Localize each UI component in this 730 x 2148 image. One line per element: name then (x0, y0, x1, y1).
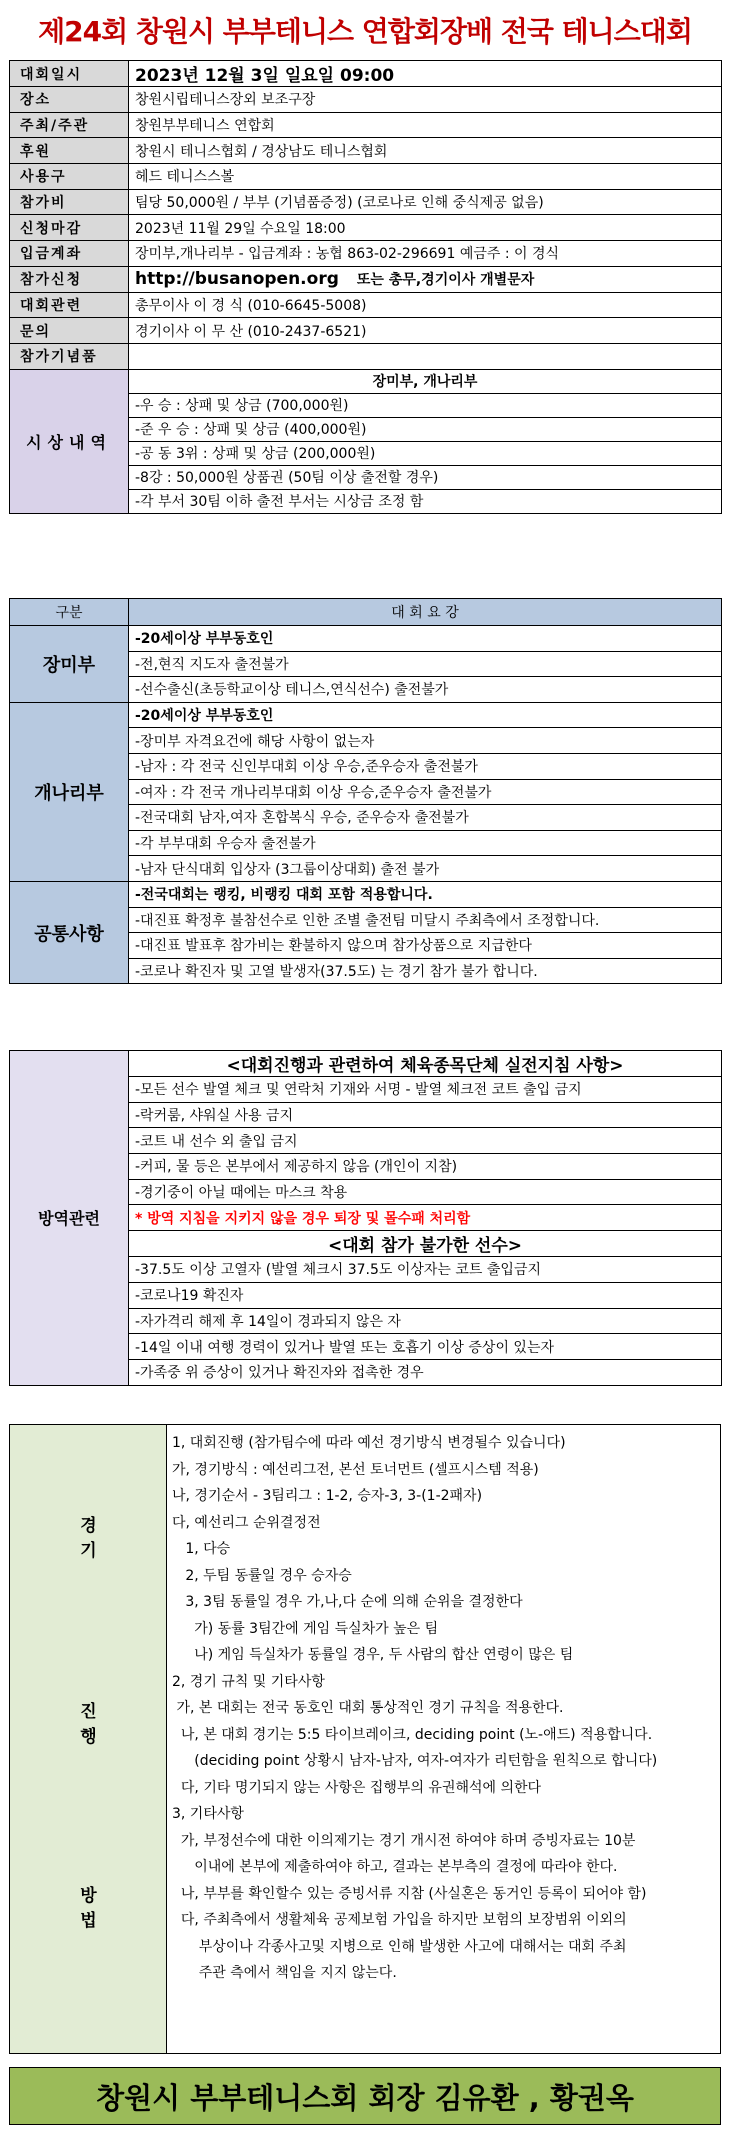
info-value: 창원부부테니스 연합회 (129, 112, 722, 138)
game-method-line: 나) 게임 득실차가 동률일 경우, 두 사람의 합산 연령이 많은 팀 (172, 1647, 574, 1663)
quarantine-item: -자가격리 해제 후 14일이 경과되지 않은 자 (129, 1308, 722, 1334)
guide-item: -20세이상 부부동호인 (129, 702, 722, 728)
info-row (10, 215, 722, 241)
guide-item: -20세이상 부부동호인 (129, 626, 722, 652)
quarantine-item: -37.5도 이상 고열자 (발열 체크시 37.5도 이상자는 코트 출입금지 (129, 1257, 722, 1283)
guide-item: -대진표 발표후 참가비는 환불하지 않으며 참가상품으로 지급한다 (129, 933, 722, 959)
game-label-2: 진 행 (80, 1702, 137, 1747)
guide-item: -대진표 확정후 불참선수로 인한 조별 출전팀 미달시 주최측에서 조정합니다. (129, 907, 722, 933)
info-label: 대회일시 (10, 61, 129, 87)
quarantine-item: -코트 내 선수 외 출입 금지 (129, 1128, 722, 1154)
register-alt-text: 또는 총무,경기이사 개별문자 (356, 272, 535, 289)
quarantine-warning: * 방역 지침을 지키지 않을 경우 퇴장 및 몰수패 처리함 (129, 1205, 722, 1231)
info-label: 신청마감 (10, 215, 129, 241)
game-method-label (10, 1425, 167, 2053)
info-value: 2023년 12월 3일 일요일 09:00 (129, 61, 722, 87)
info-row (10, 61, 722, 87)
info-label: 참가신청 (10, 266, 129, 292)
guide-section-name: 개나리부 (10, 702, 129, 881)
game-method-line: 가, 부정선수에 대한 이의제기는 경기 개시전 하여야 하며 증빙자료는 10분 (172, 1832, 636, 1849)
info-label: 입금계좌 (10, 241, 129, 267)
info-row (10, 343, 722, 369)
guide-item: -전국대회 남자,여자 혼합복식 우승, 준우승자 출전불가 (129, 805, 722, 831)
game-method-line: 가, 경기방식 : 예선리그전, 본선 토너먼트 (셀프시스템 적용) (172, 1461, 539, 1478)
game-method-line: 2, 경기 규칙 및 기타사항 (172, 1673, 325, 1690)
register-url-link[interactable]: http://busanopen.org (135, 269, 339, 290)
awards-item: -8강 : 50,000원 상품권 (50팀 이상 출전할 경우) (129, 465, 722, 489)
info-row (10, 241, 722, 267)
game-method-line: 다, 기타 명기되지 않는 사항은 집행부의 유권해석에 의한다 (172, 1779, 542, 1796)
info-row (10, 164, 722, 190)
info-label: 참가기념품 (10, 343, 129, 369)
game-method-line: 가) 동률 3팀간에 게임 득실차가 높은 팀 (172, 1620, 439, 1637)
info-row (10, 266, 722, 292)
game-method-line: (deciding point 상황시 남자-남자, 여자-여자가 리턴함을 원칙으로 합니다) (172, 1753, 658, 1769)
quarantine-item: -14일 이내 여행 경력이 있거나 발열 또는 호흡기 이상 증상이 있는자 (129, 1334, 722, 1360)
footer-signature: 창원시 부부테니스회 회장 김유환 , 황권옥 (9, 2067, 721, 2125)
quarantine-table (9, 1050, 722, 1386)
awards-item: -우 승 : 상패 및 상금 (700,000원) (129, 393, 722, 417)
info-row (10, 138, 722, 164)
info-row (10, 318, 722, 344)
awards-item: -준 우 승 : 상패 및 상금 (400,000원) (129, 417, 722, 441)
page-title: 제24회 창원시 부부테니스 연합회장배 전국 테니스대회 (38, 15, 692, 48)
game-label-1: 경 기 (80, 1516, 137, 1561)
game-label-3: 방 법 (80, 1886, 137, 1931)
info-label: 문의 (10, 318, 129, 344)
game-method-line: 주관 측에서 책임을 지지 않는다. (172, 1965, 397, 1981)
game-method-section (9, 1424, 721, 2054)
quarantine-label: 방역관련 (10, 1051, 129, 1386)
info-row (10, 189, 722, 215)
info-value: 경기이사 이 무 산 (010-2437-6521) (129, 318, 722, 344)
game-method-line: 나, 본 대회 경기는 5:5 타이브레이크, deciding point (노-애드) 적용합니다. (172, 1726, 653, 1743)
info-label: 장소 (10, 87, 129, 113)
guide-section-name: 장미부 (10, 626, 129, 703)
info-row (10, 292, 722, 318)
info-table (9, 60, 722, 514)
awards-label: 시상내역 (10, 369, 129, 513)
game-method-line: 3, 3팀 동률일 경우 가,나,다 순에 의해 순위을 결정한다 (172, 1594, 523, 1610)
info-value: 창원시 테니스협회 / 경상남도 테니스협회 (129, 138, 722, 164)
guide-row (10, 626, 722, 652)
info-row (10, 87, 722, 113)
game-method-line: 다, 주최측에서 생활체육 공제보험 가입을 하지만 보험의 보장범위 이외의 (172, 1912, 627, 1928)
info-label: 후원 (10, 138, 129, 164)
info-value (129, 266, 722, 292)
guide-table (9, 598, 722, 984)
guide-item: -각 부부대회 우승자 출전불가 (129, 830, 722, 856)
game-method-line: 가, 본 대회는 전국 동호인 대회 통상적인 경기 규칙을 적용한다. (172, 1700, 564, 1716)
game-method-line: 부상이나 각종사고및 지병으로 인해 발생한 사고에 대해서는 대회 주최 (172, 1938, 627, 1955)
game-method-line: 2, 두팀 동률일 경우 승자승 (172, 1567, 352, 1584)
info-label: 사용구 (10, 164, 129, 190)
guide-row (10, 881, 722, 907)
guide-item: -전국대회는 랭킹, 비랭킹 대회 포함 적용합니다. (129, 881, 722, 907)
awards-row (10, 369, 722, 393)
info-label: 참가비 (10, 189, 129, 215)
game-method-line: 나, 경기순서 - 3팀리그 : 1-2, 승자-3, 3-(1-2패자) (172, 1488, 483, 1504)
quarantine-item: -가족중 위 증상이 있거나 확진자와 접촉한 경우 (129, 1359, 722, 1385)
info-value: 헤드 테니스스볼 (129, 164, 722, 190)
quarantine-item: -모든 선수 발열 체크 및 연락처 기재와 서명 - 발열 체크전 코트 출입 금지 (129, 1077, 722, 1103)
info-label: 대회관련 (10, 292, 129, 318)
quarantine-item: -경기중이 아닐 때에는 마스크 착용 (129, 1179, 722, 1205)
guide-item: -선수출신(초등학교이상 테니스,연식선수) 출전불가 (129, 677, 722, 703)
guide-row (10, 702, 722, 728)
info-value: 2023년 11월 29일 수요일 18:00 (129, 215, 722, 241)
guide-item: -전,현직 지도자 출전불가 (129, 651, 722, 677)
game-method-line: 1, 대회진행 (참가팀수에 따라 예선 경기방식 변경될수 있습니다) (172, 1435, 566, 1451)
guide-item: -남자 : 각 전국 신인부대회 이상 우승,준우승자 출전불가 (129, 753, 722, 779)
game-method-line: 이내에 본부에 제출하여야 하고, 결과는 본부측의 결정에 따라야 한다. (172, 1859, 618, 1875)
info-value: 창원시립테니스장외 보조구장 (129, 87, 722, 113)
quarantine-header-guidelines: <대회진행과 관련하여 체육종목단체 실전지침 사항> (129, 1051, 722, 1077)
game-method-line: 다, 예선리그 순위결정전 (172, 1514, 321, 1531)
guide-item: -코로나 확진자 및 고열 발생자(37.5도) 는 경기 참가 불가 합니다. (129, 958, 722, 984)
guide-col-category: 구분 (10, 599, 129, 626)
guide-item: -여자 : 각 전국 개나리부대회 이상 우승,준우승자 출전불가 (129, 779, 722, 805)
info-value: 장미부,개나리부 - 입금계좌 : 농협 863-02-296691 예금주 : 이 경식 (129, 241, 722, 267)
info-label: 주최/주관 (10, 112, 129, 138)
info-value: 총무이사 이 경 식 (010-6645-5008) (129, 292, 722, 318)
awards-item: -각 부서 30팀 이하 출전 부서는 시상금 조정 함 (129, 489, 722, 513)
guide-section-name: 공통사항 (10, 881, 129, 983)
game-method-line: 3, 기타사항 (172, 1806, 244, 1822)
awards-header: 장미부, 개나리부 (129, 369, 722, 393)
info-value (129, 343, 722, 369)
guide-col-outline: 대 회 요 강 (129, 599, 722, 626)
quarantine-row (10, 1051, 722, 1077)
game-method-line: 1, 다승 (172, 1541, 231, 1557)
game-method-line: 나, 부부를 확인할수 있는 증빙서류 지참 (사실혼은 동거인 등록이 되어야 함) (172, 1885, 647, 1902)
game-method-lines (172, 1430, 657, 1987)
quarantine-header-ineligible: <대회 참가 불가한 선수> (129, 1231, 722, 1257)
awards-item: -공 동 3위 : 상패 및 상금 (200,000원) (129, 441, 722, 465)
guide-item: -남자 단식대회 입상자 (3그룹이상대회) 출전 불가 (129, 856, 722, 882)
guide-item: -장미부 자격요건에 해당 사항이 없는자 (129, 728, 722, 754)
info-row (10, 112, 722, 138)
quarantine-item: -락커룸, 샤워실 사용 금지 (129, 1102, 722, 1128)
quarantine-item: -코로나19 확진자 (129, 1282, 722, 1308)
info-value: 팀당 50,000원 / 부부 (기념품증정) (코로나로 인해 중식제공 없음) (129, 189, 722, 215)
quarantine-item: -커피, 물 등은 본부에서 제공하지 않음 (개인이 지참) (129, 1154, 722, 1180)
